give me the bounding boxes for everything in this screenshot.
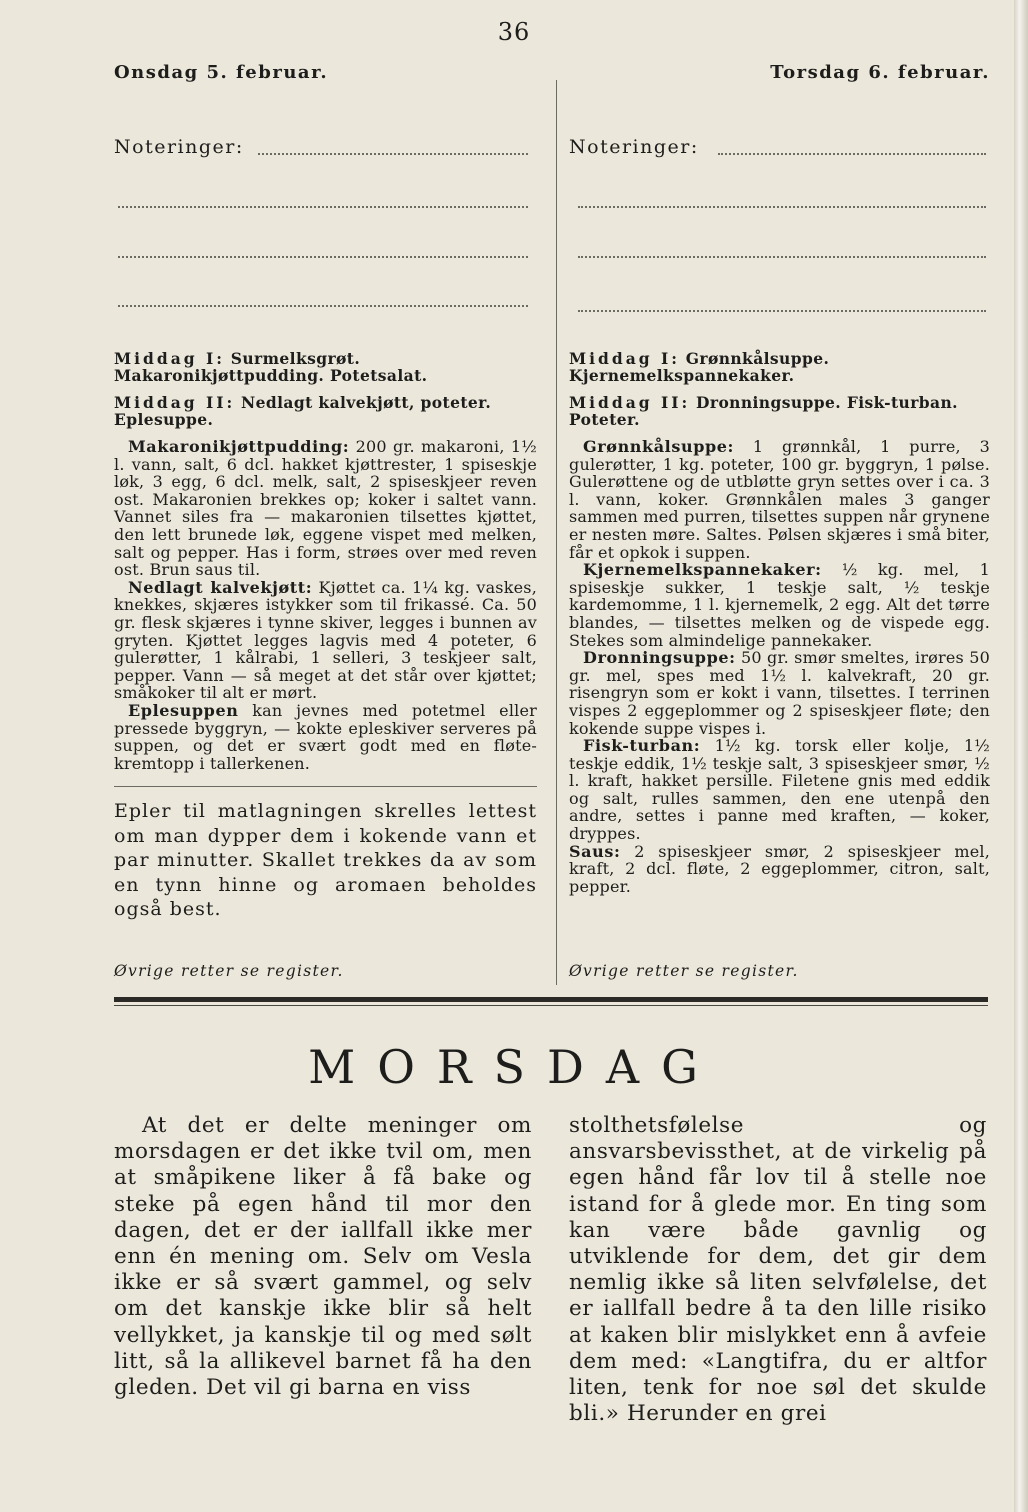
- recipe-title: Fisk-turban:: [583, 736, 701, 756]
- menu-label: Middag II:: [569, 393, 691, 412]
- column-divider: [556, 80, 557, 985]
- section-rule: [114, 786, 537, 787]
- menu-text: Grønnkålsuppe. Kjernemelkspannekaker.: [569, 349, 830, 385]
- notes-line: [578, 206, 986, 208]
- recipe-title: Saus:: [569, 841, 621, 861]
- notes-line: [118, 256, 528, 258]
- recipe-text: 1½ kg. torsk eller kolje, 1½ teskje eddik, 1½ teskje salt, 3 spiseskjeer smør, ½ l. kraft, hakket persille. Filetene gnis med eddik og salt, rulles sammen, den ene utenpå den andre, settes i panne med kraften, — koker, dryppes.: [569, 736, 990, 844]
- menu-text: Surmelksgrøt. Makaronikjøttpudding. Potetsalat.: [114, 349, 428, 385]
- recipe-text: 50 gr. smør smeltes, irøres 50 gr. mel, spes med 1½ l. kalvekraft, 20 gr. risengryn som er kokt i vann, tilsettes. I terrinen vispes 2 eggeplommer og 2 spiseskjeer fløte; den kokende suppe vispes i.: [569, 648, 990, 738]
- day-heading-wednesday: Onsdag 5. februar.: [114, 62, 329, 83]
- day-heading-thursday: Torsdag 6. februar.: [770, 62, 990, 83]
- left-column: [114, 350, 537, 922]
- menu-label: Middag II:: [114, 393, 236, 412]
- right-column: [569, 350, 990, 895]
- notes-line: [118, 305, 528, 307]
- page-number: 36: [497, 18, 531, 46]
- recipe-title: Makaronikjøttpudding:: [128, 437, 350, 456]
- recipe: [114, 702, 537, 772]
- article-separator: [114, 997, 988, 1002]
- article-separator-thin: [114, 1005, 988, 1006]
- recipe: [569, 737, 990, 843]
- recipe-text: kan jevnes med potetmel eller pressede byggryn, — kokte epleskiver serveres på suppen, og det er svært godt med en fløte-kremtopp i tallerkenen.: [114, 700, 537, 773]
- recipe-title: Eplesuppen: [128, 700, 239, 720]
- recipe-title: Grønnkålsuppe:: [583, 437, 735, 456]
- article-column-2: stolthetsfølelse og ansvarsbevissthet, at de virkelig på egen hånd får lov til å stelle noe istand for å glede mor. En ting som kan være både gavnlig og utviklende for dem, det gir dem nemlig ikke så liten selvfølelse, det er iallfall bedre å ta den lille risiko at kaken blir mislykket enn å avfeie dem med: «Langtifra, du er altfor liten, tenk for noe søl det skulde bli.» Herunder en grei: [569, 1113, 987, 1427]
- menu-1: [114, 350, 537, 384]
- menu-text: Dronningsuppe. Fisk-turban. Poteter.: [569, 393, 958, 429]
- menu-label: Middag I:: [114, 349, 225, 368]
- page-edge: [1014, 0, 1028, 1512]
- recipe-text: 2 spiseskjeer smør, 2 spiseskjeer mel, kraft, 2 dcl. fløte, 2 eggeplommer, citron, salt, pepper.: [569, 841, 990, 896]
- recipe: [114, 579, 537, 702]
- recipe-text: 1 grønnkål, 1 purre, 3 gulerøtter, 1 kg. poteter, 100 gr. byggryn, 1 pølse. Gulerøttene og de utbløtte gryn settes over i ca. 3 l. vann, koker. Grønnkålen males 3 ganger sammen med purren, tilsettes suppen når grynene er nesten møre. Saltes. Pølsen skjæres i små biter, får et opkok i suppen.: [569, 437, 990, 562]
- notes-line: [578, 310, 986, 312]
- see-register-right: Øvrige retter se register.: [569, 962, 799, 980]
- menu-1: [569, 350, 990, 384]
- notes-line: [258, 153, 528, 155]
- recipe-title: Kjernemelkspannekaker:: [583, 560, 822, 580]
- recipe-title: Dronningsuppe:: [583, 648, 736, 668]
- article-column-1: At det er delte meninger om morsdagen er det ikke tvil om, men at småpikene liker å få bake og steke på egen hånd til mor den dagen, det er der iallfall ikke mer enn én mening om. Selv om Vesla ikke er så svært gammel, og selv om det kanskje ikke blir så helt vellykket, ja kanskje til og med sølt litt, så la allikevel barnet få ha den gleden. Det vil gi barna en viss: [114, 1113, 532, 1401]
- recipe: [114, 438, 537, 579]
- article-heading: MORSDAG: [308, 1040, 720, 1094]
- menu-2: [569, 394, 990, 428]
- recipe: [569, 843, 990, 896]
- recipe-text: ½ kg. mel, 1 spiseskje sukker, 1 teskje salt, ½ teskje kardemomme, 1 l. kjernemelk, 2 egg. Alt det tørre blandes, — tilsettes melken og de vispede egg. Stekes som almindelige pannekaker.: [569, 560, 990, 650]
- notes-label-right: Noteringer:: [569, 136, 699, 158]
- recipe: [569, 561, 990, 649]
- notes-label-left: Noteringer:: [114, 136, 244, 158]
- notes-line: [118, 206, 528, 208]
- recipe-text: 200 gr. makaroni, 1½ l. vann, salt, 6 dcl. hakket kjøttrester, 1 spiseskje løk, 3 egg, 6 dcl. melk, salt, 2 spiseskjeer reven ost. Makaronien brekkes op; koker i saltet vann. Vannet siles fra — makaronien tilsettes kjøttet, den lett brunede løk, eggene vispet med melken, salt og pepper. Has i form, strøes over med reven ost. Brun saus til.: [114, 437, 538, 580]
- recipe: [569, 649, 990, 737]
- menu-label: Middag I:: [569, 349, 680, 368]
- notes-line: [718, 153, 986, 155]
- notes-line: [578, 256, 986, 258]
- recipe: [569, 438, 990, 561]
- recipe-title: Nedlagt kalvekjøtt:: [128, 577, 313, 597]
- menu-text: Nedlagt kalvekjøtt, poteter. Eplesuppe.: [114, 393, 492, 429]
- see-register-left: Øvrige retter se register.: [114, 962, 344, 980]
- kitchen-tip: Epler til matlagningen skrelles lettest om man dypper dem i kokende vann et par minutter. Skallet trekkes da av som en tynn hinne og aromaen beholdes også best.: [114, 800, 537, 921]
- menu-2: [114, 394, 537, 428]
- recipe-text: Kjøttet ca. 1¼ kg. vaskes, knekkes, skjæres istykker som til frikassé. Ca. 50 gr. flesk skjæres i tynne skiver, legges i bunnen av gryten. Kjøttet legges lagvis med 4 poteter, 6 gulerøtter, 1 kålrabi, 1 selleri, 3 teskjeer salt, pepper. Vann — så meget at det står over kjøttet; småkoker til alt er mørt.: [114, 577, 537, 703]
